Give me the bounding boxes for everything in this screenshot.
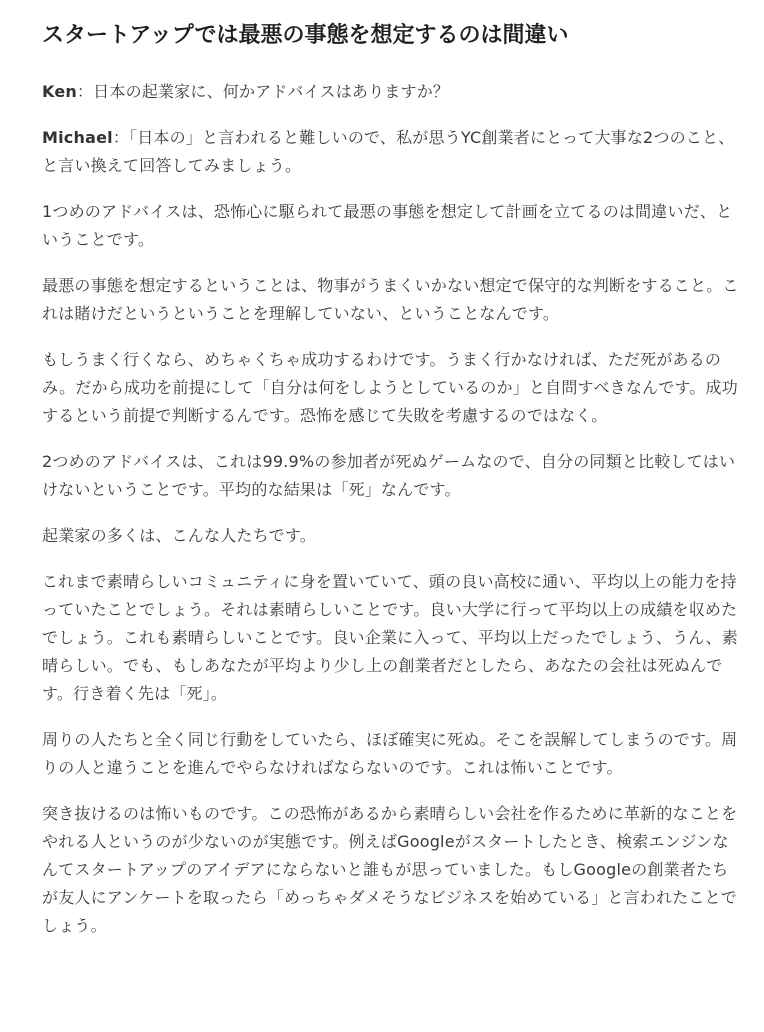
paragraph-text: 1つめのアドバイスは、恐怖心に駆られて最悪の事態を想定して計画を立てるのは間違いだ、ということです。 bbox=[42, 202, 733, 249]
paragraph-8 bbox=[42, 568, 744, 708]
paragraph-text: 起業家の多くは、こんな人たちです。 bbox=[42, 526, 316, 545]
article-title: スタートアップでは最悪の事態を想定するのは間違い bbox=[42, 23, 569, 48]
paragraph-3 bbox=[42, 198, 744, 254]
paragraph-9 bbox=[42, 726, 744, 782]
paragraph-10 bbox=[42, 800, 744, 940]
paragraph-2 bbox=[42, 124, 744, 180]
paragraph-text: これまで素晴らしいコミュニティに身を置いていて、頭の良い高校に通い、平均以上の能力を持っていたことでしょう。それは素晴らしいことです。良い大学に行って平均以上の成績を収めたでしょう。これも素晴らしいことです。良い企業に入って、平均以上だったでしょう、うん、素晴らしい。でも、もしあなたが平均より少し上の創業者だとしたら、あなたの会社は死ぬんです。行き着く先は「死」。 bbox=[42, 572, 738, 703]
paragraph-1 bbox=[42, 78, 744, 106]
paragraph-7 bbox=[42, 522, 744, 550]
paragraph-text: 最悪の事態を想定するということは、物事がうまくいかない想定で保守的な判断をすること。これは賭けだというということを理解していない、ということなんです。 bbox=[42, 276, 739, 323]
paragraph-6 bbox=[42, 448, 744, 504]
paragraph-4 bbox=[42, 272, 744, 328]
paragraph-text: 突き抜けるのは怖いものです。この恐怖があるから素晴らしい会社を作るために革新的なことをやれる人というのが少ないのが実態です。例えばGoogleがスタートしたとき、検索エンジンなんてスタートアップのアイデアにならないと誰もが思っていました。もしGoogleの創業者たちが友人にアンケートを取ったら「めっちゃダメそうなビジネスを始めている」と言われたことでしょう。 bbox=[42, 804, 738, 935]
paragraph-text: ：「日本の」と言われると難しいので、私が思うYC創業者にとって大事な2つのこと、と言い換えて回答してみましょう。 bbox=[42, 128, 735, 175]
paragraph-text: 2つめのアドバイスは、これは99.9%の参加者が死ぬゲームなので、自分の同類と比較してはいけないということです。平均的な結果は「死」なんです。 bbox=[42, 452, 736, 499]
paragraph-text: もしうまく行くなら、めちゃくちゃ成功するわけです。うまく行かなければ、ただ死があるのみ。だから成功を前提にして「自分は何をしようとしているのか」と自問すべきなんです。成功するという前提で判断するんです。恐怖を感じて失敗を考慮するのではなく。 bbox=[42, 350, 738, 425]
speaker-name: Ken bbox=[42, 82, 77, 101]
paragraph-text: 周りの人たちと全く同じ行動をしていたら、ほぼ確実に死ぬ。そこを誤解してしまうのです。周りの人と違うことを進んでやらなければならないのです。これは怖いことです。 bbox=[42, 730, 738, 777]
speaker-name: Michael bbox=[42, 128, 113, 147]
paragraph-5 bbox=[42, 346, 744, 430]
paragraph-text: ：日本の起業家に、何かアドバイスはありますか？ bbox=[76, 82, 450, 101]
